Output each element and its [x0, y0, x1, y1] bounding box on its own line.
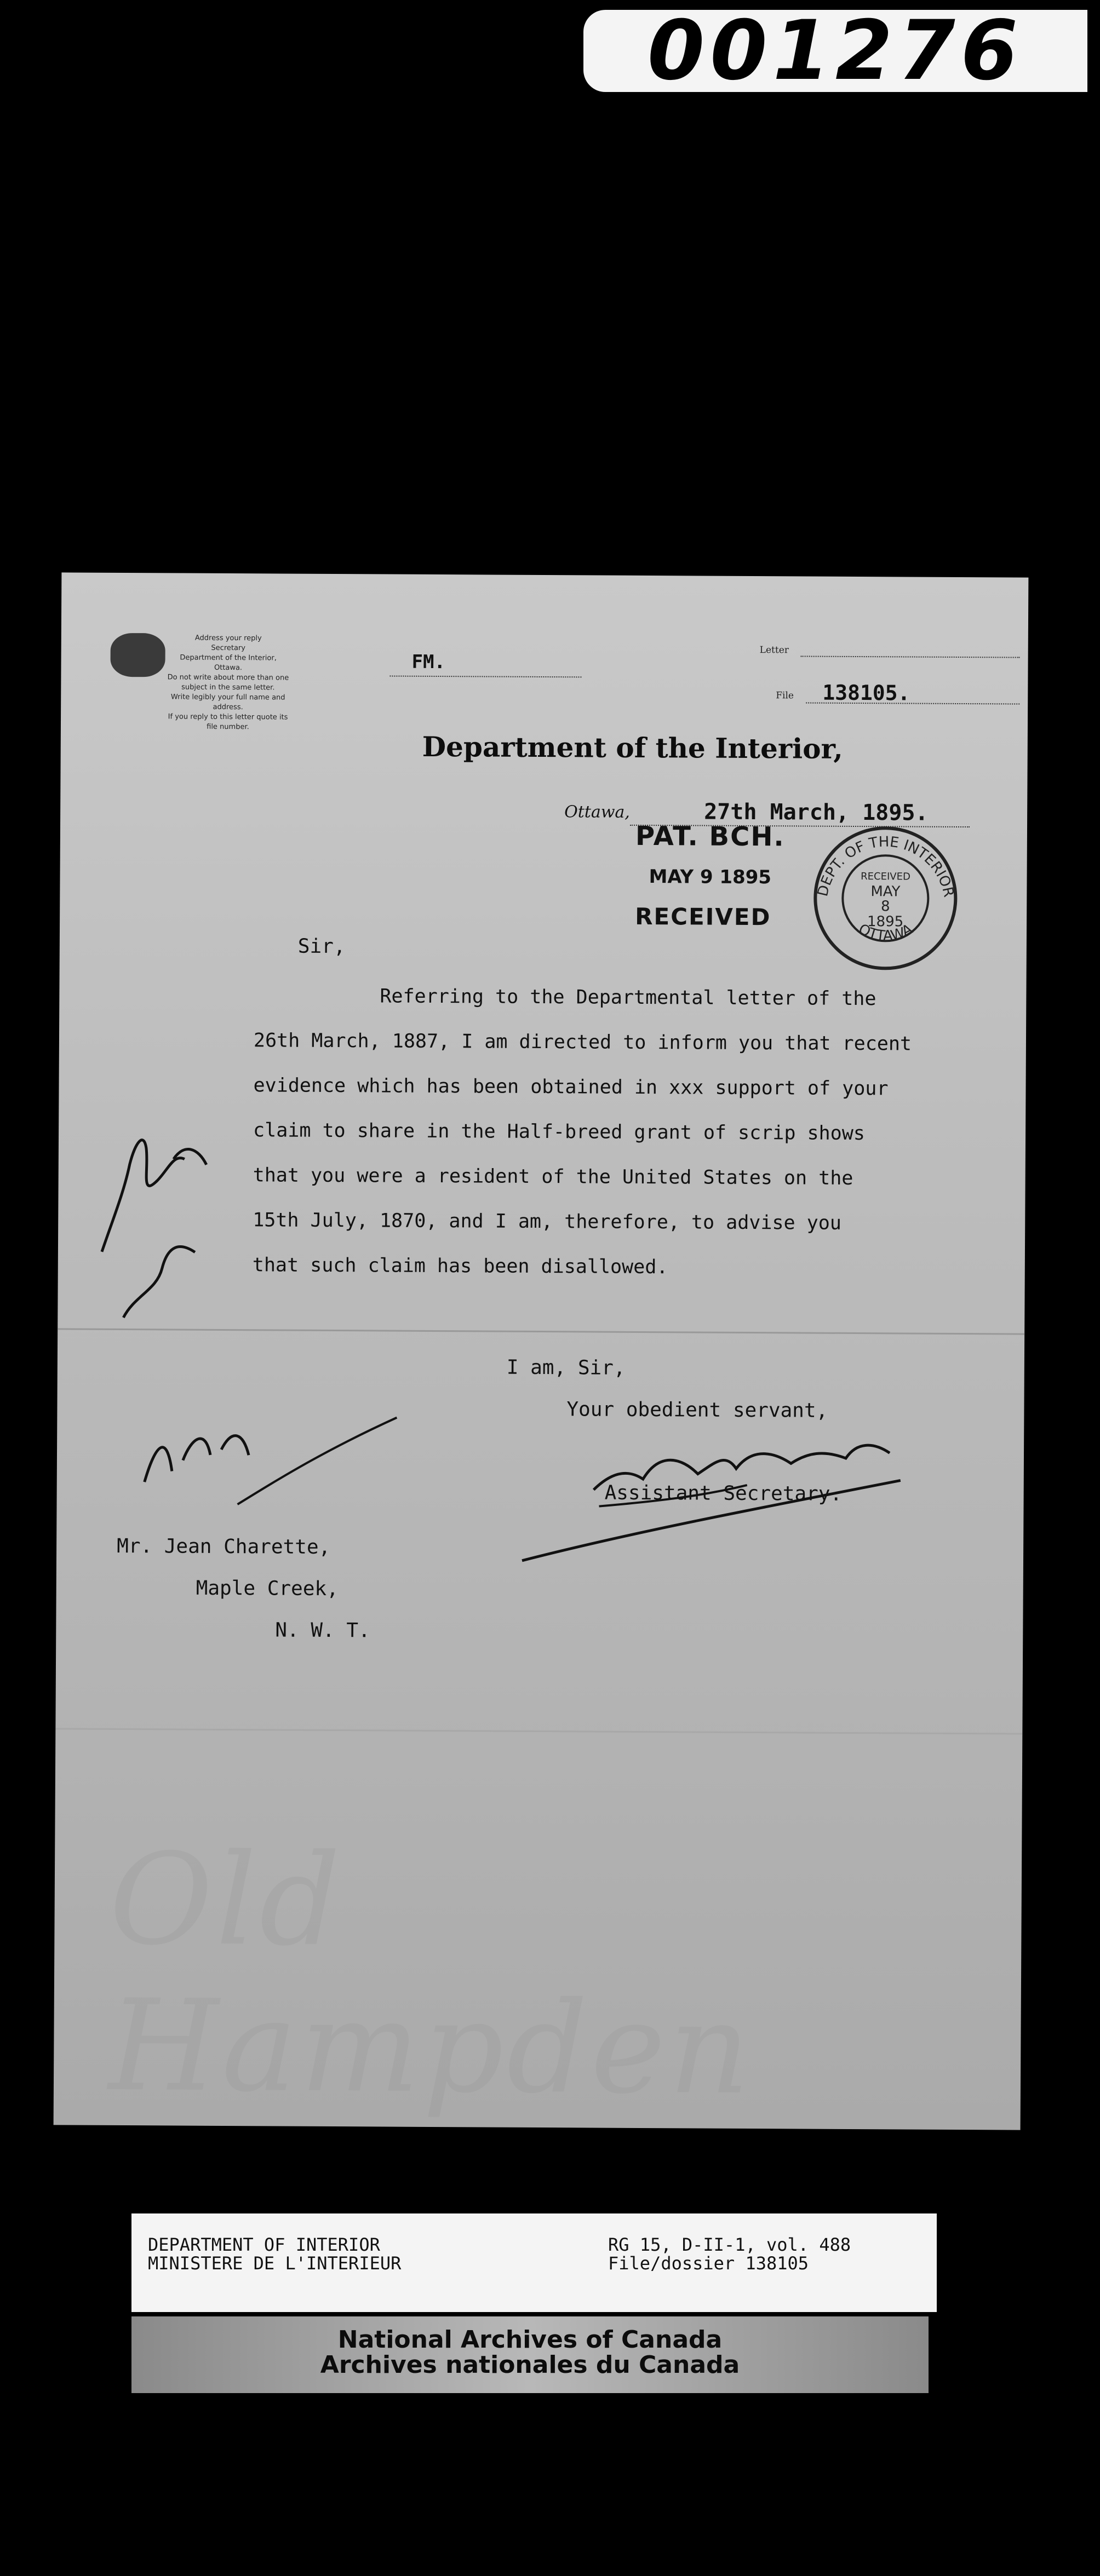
frame-number-tag [583, 3, 1087, 99]
banner-line: National Archives of Canada [337, 2326, 723, 2354]
seal-bottom-text: OTTAWA [855, 921, 916, 945]
recipient-line: Mr. Jean Charette, [117, 1534, 331, 1559]
national-archives-banner [131, 2316, 929, 2393]
archive-department [148, 2235, 401, 2273]
paper-watermark: Old Hampden [108, 1826, 754, 2123]
note-line: Department of the Interior, [180, 653, 277, 663]
recipient-line: Maple Creek, [196, 1577, 339, 1601]
closing-line: I am, Sir, [506, 1356, 626, 1379]
seal-year: 1895 [867, 913, 904, 930]
closing-line: Your obedient servant, [566, 1398, 828, 1422]
fold-line [55, 1728, 1022, 1734]
note-line: Ottawa. [214, 663, 243, 672]
note-line: Address your reply [194, 634, 262, 643]
note-line: file number. [207, 722, 249, 732]
archive-reference [608, 2235, 851, 2273]
letter-date: 27th March, 1895. [704, 799, 929, 826]
archive-line: File/dossier 138105 [608, 2253, 809, 2274]
letter-body [253, 973, 966, 1291]
department-heading: Department of the Interior, [422, 730, 843, 765]
file-number: 138105. [822, 680, 910, 705]
archive-line: RG 15, D-II-1, vol. 488 [608, 2234, 851, 2255]
body-line: 15th July, 1870, and I am, therefore, to advise you [253, 1209, 842, 1234]
body-line: Referring to the Departmental letter of the [380, 985, 876, 1010]
letter-label: Letter [759, 645, 789, 656]
salutation: Sir, [297, 935, 346, 958]
note-line: address. [213, 703, 243, 712]
banner-line: Archives nationales du Canada [320, 2351, 740, 2379]
seal-outer-text: DEPT. OF THE INTERIOR [815, 833, 957, 899]
signer-title: Assistant Secretary. [604, 1481, 843, 1505]
body-line: that such claim has been disallowed. [252, 1254, 668, 1279]
frame-number: 001276 [647, 3, 1024, 99]
note-line: If you reply to this letter quote its [168, 712, 288, 722]
body-line: that you were a resident of the United States on the [253, 1164, 853, 1189]
fm-label: FM. [411, 651, 446, 674]
body-line: evidence which has been obtained in xxx support of your [253, 1074, 889, 1100]
received-stamp-title: PAT. BCH. [635, 820, 785, 853]
note-line: Write legibly your full name and [170, 693, 285, 702]
archive-line: DEPARTMENT OF INTERIOR [148, 2234, 380, 2255]
place-label: Ottawa, [564, 802, 630, 822]
reply-instruction-note [113, 633, 343, 733]
received-stamp-label: RECEIVED [635, 902, 771, 931]
dotted-line [801, 656, 1020, 658]
note-line: Do not write about more than one [167, 673, 289, 682]
note-line: Secretary [211, 643, 246, 653]
received-stamp-date: MAY 9 1895 [649, 866, 772, 889]
letter-page [54, 572, 1029, 2130]
seal-inner-top: RECEIVED [861, 871, 910, 883]
recipient-line: N. W. T. [275, 1619, 370, 1642]
body-line: claim to share in the Half-breed grant of scrip shows [253, 1119, 866, 1145]
seal-day: 8 [880, 898, 890, 915]
circular-received-seal [810, 823, 961, 974]
body-line: 26th March, 1887, I am directed to inform you that recent [253, 1030, 912, 1055]
file-label: File [776, 690, 794, 702]
archive-reference-label [131, 2213, 937, 2312]
seal-month: MAY [870, 883, 901, 900]
handwritten-initials [139, 1394, 402, 1522]
recipient-address [116, 1526, 371, 1652]
note-line: subject in the same letter. [181, 683, 275, 692]
archive-line: MINISTERE DE L'INTERIEUR [148, 2253, 402, 2274]
handwritten-margin-note [90, 1109, 234, 1340]
dotted-line [389, 676, 581, 678]
